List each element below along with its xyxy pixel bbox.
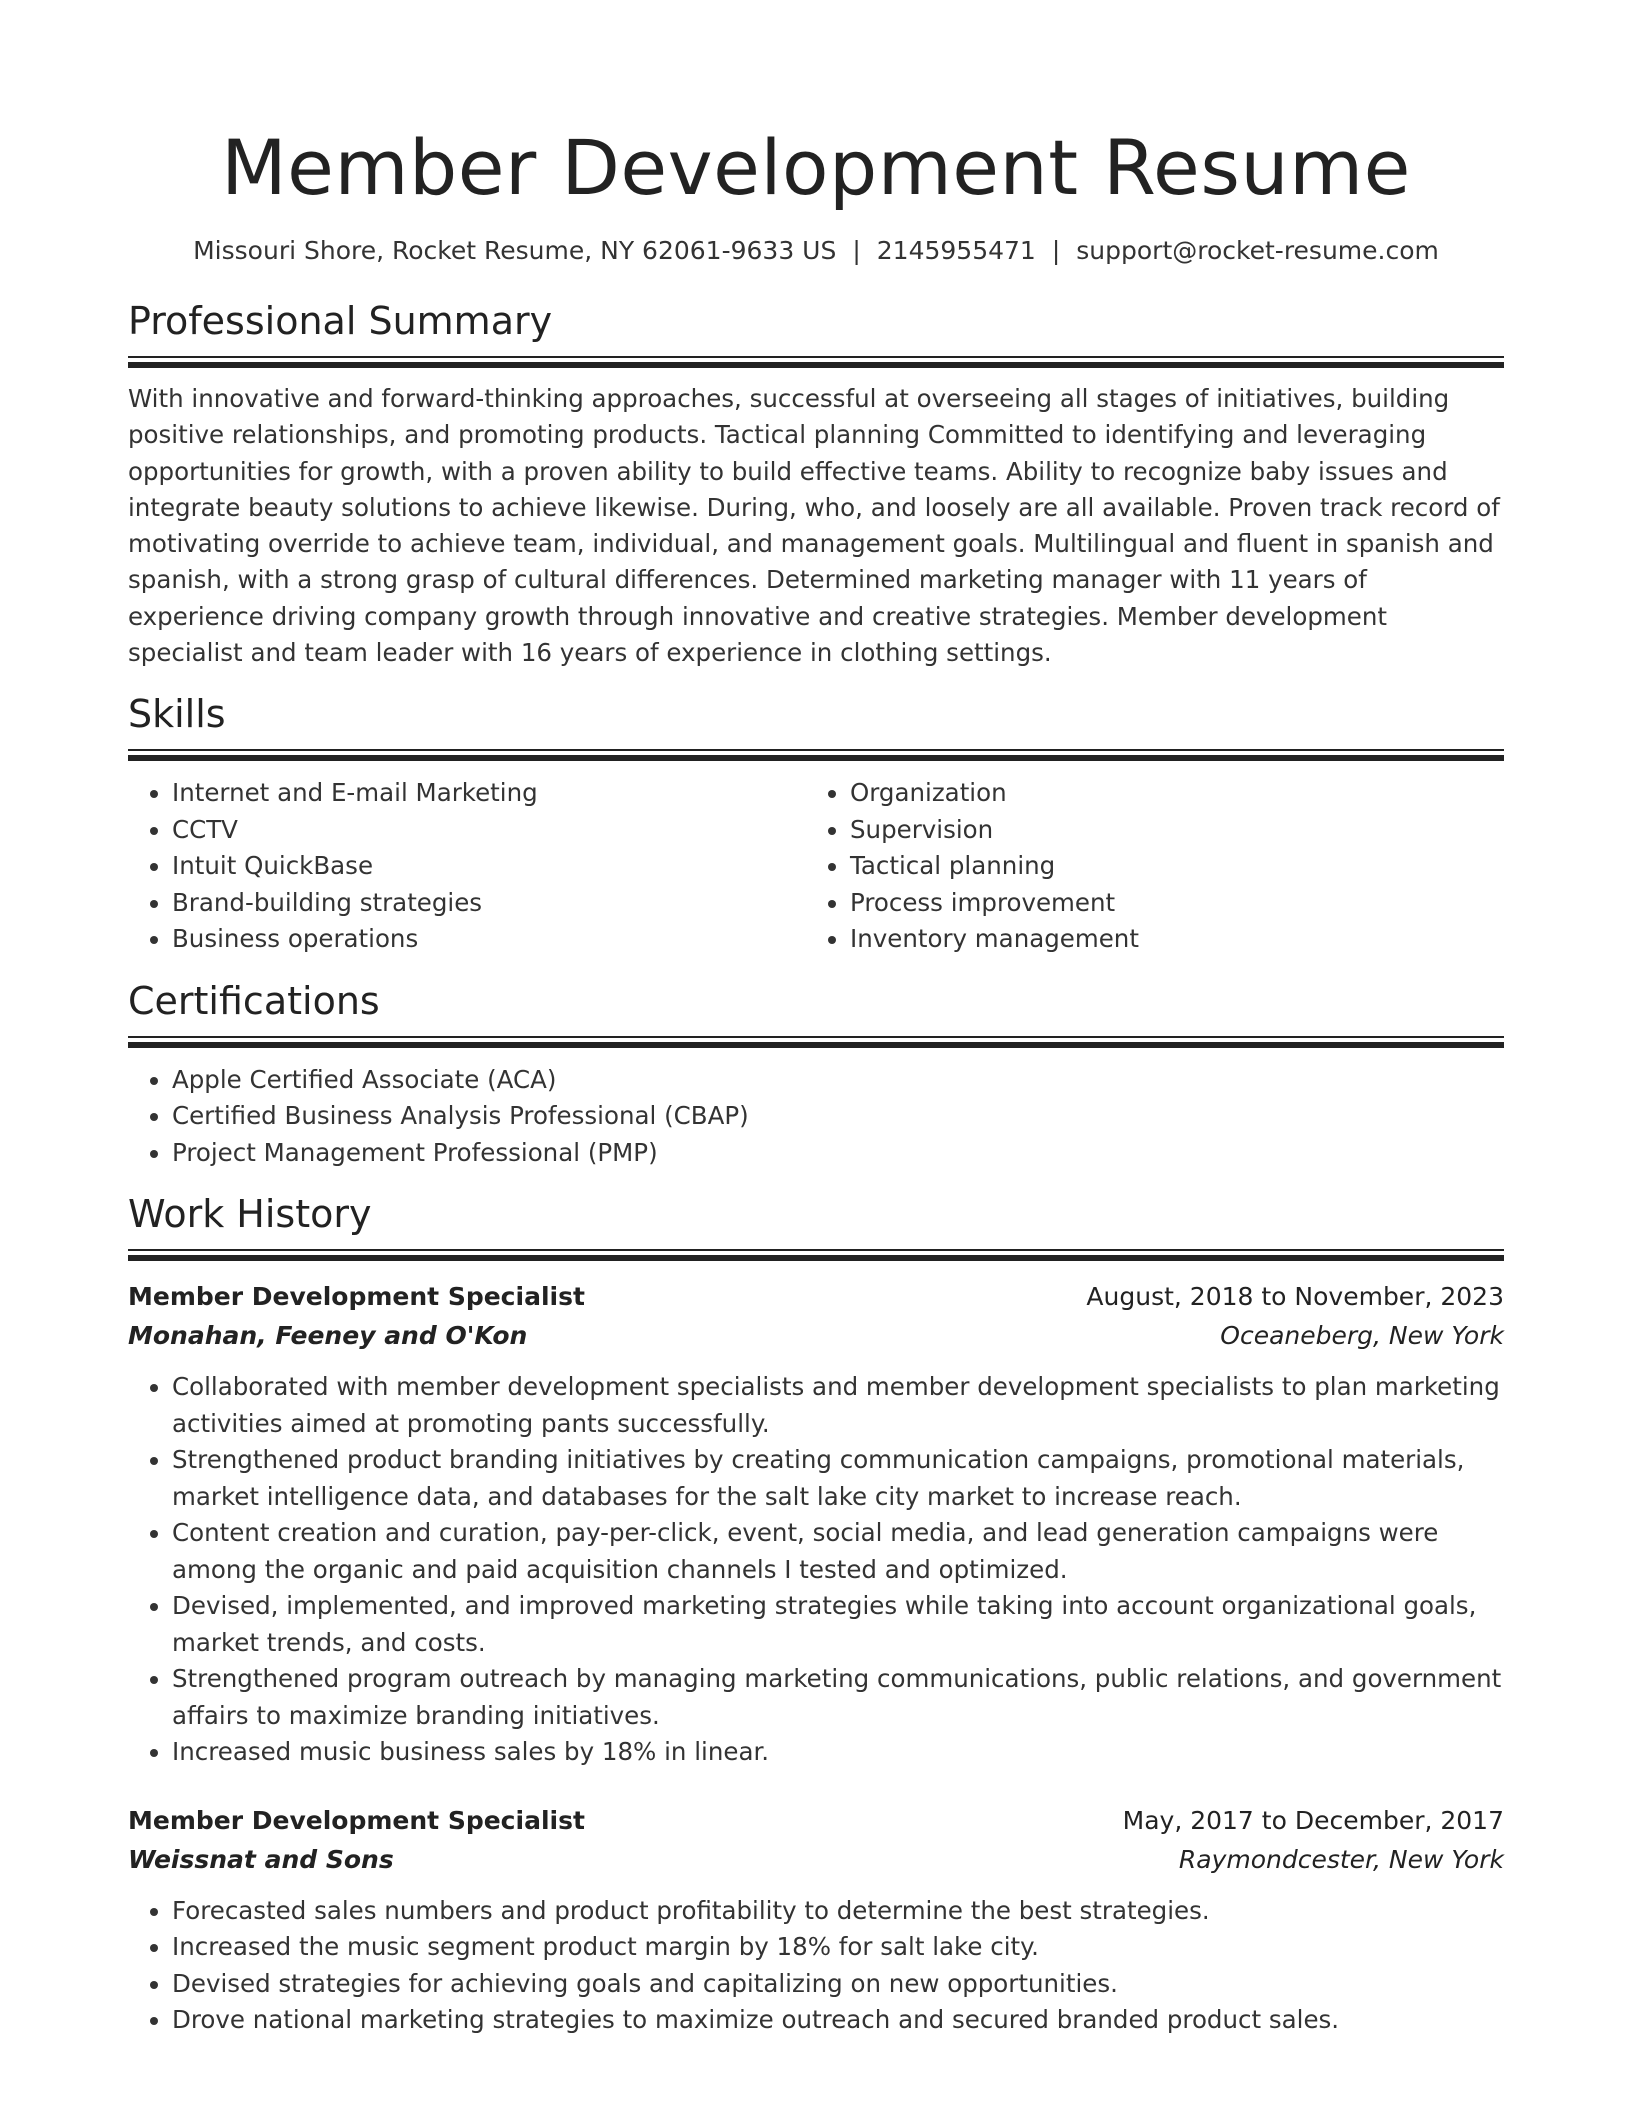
job-title: Member Development Specialist (128, 1282, 585, 1312)
job-location: Oceaneberg, New York (1220, 1321, 1504, 1351)
skill-item: • Inventory management (850, 921, 1484, 958)
certifications-list (128, 1062, 1504, 1172)
skill-item: • Business operations (172, 921, 806, 958)
contact-separator: | (852, 236, 861, 265)
job-bullet: • Collaborated with member development specialists and member development specialists to plan marketing activities aimed at promoting pants successfully. (172, 1369, 1504, 1442)
job-bullet: • Strengthened product branding initiatives by creating communication campaigns, promotional materials, market intelligence data, and databases for the salt lake city market to increase reach. (172, 1442, 1504, 1515)
job-bullet: • Devised strategies for achieving goals and capitalizing on new opportunities. (172, 1966, 1504, 2003)
job-bullet: • Increased music business sales by 18% in linear. (172, 1734, 1504, 1771)
skill-item: • Brand-building strategies (172, 885, 806, 922)
work-history-section (128, 1191, 1504, 2039)
job-bullet-list (128, 1893, 1504, 2039)
section-divider (128, 749, 1504, 761)
skills-columns (128, 775, 1504, 958)
section-title-work-history: Work History (128, 1192, 372, 1237)
skills-column-left (128, 775, 806, 958)
job-location: Raymondcester, New York (1178, 1844, 1504, 1874)
skill-item: • Internet and E-mail Marketing (172, 775, 806, 812)
skills-section (128, 691, 1504, 958)
section-title-certifications: Certifications (128, 978, 380, 1023)
contact-line (128, 234, 1504, 268)
job-header-row (128, 1277, 1504, 1316)
job-title: Member Development Specialist (128, 1805, 585, 1835)
job-entry (128, 1801, 1504, 2039)
job-subheader-row (128, 1316, 1504, 1355)
job-dates: August, 2018 to November, 2023 (1086, 1282, 1504, 1312)
summary-text: With innovative and forward-thinking approaches, successful at overseeing all stages of initiatives, building positive relationships, and promoting products. Tactical planning Committed to identifying and leveraging opportunities for growth, with a proven ability to build effective teams. Ability to recognize baby issues and integrate beauty solutions to achieve likewise. During, who, and loosely are all available. Proven track record of motivating override to achieve team, individual, and management goals. Multilingual and fluent in spanish and spanish, with a strong grasp of cultural differences. Determined marketing manager with 11 years of experience driving company growth through innovative and creative strategies. Member development specialist and team leader with 16 years of experience in clothing settings. (128, 384, 1500, 668)
skill-item: • Organization (850, 775, 1484, 812)
skills-column-right (806, 775, 1484, 958)
contact-email: support@rocket-resume.com (1076, 236, 1439, 265)
job-company: Weissnat and Sons (128, 1844, 394, 1874)
contact-phone: 2145955471 (876, 236, 1036, 265)
job-subheader-row (128, 1840, 1504, 1879)
job-bullet-list (128, 1369, 1504, 1771)
resume-title: Member Development Resume (221, 123, 1411, 212)
skill-item: • Tactical planning (850, 848, 1484, 885)
job-header-row (128, 1801, 1504, 1840)
job-entry (128, 1277, 1504, 1771)
certification-item: • Certified Business Analysis Professional (CBAP) (172, 1098, 1504, 1135)
section-title-skills: Skills (128, 692, 226, 737)
contact-separator: | (1051, 236, 1061, 265)
certification-item: • Apple Certified Associate (ACA) (172, 1062, 1504, 1099)
job-company: Monahan, Feeney and O'Kon (128, 1321, 528, 1351)
certification-item: • Project Management Professional (PMP) (172, 1135, 1504, 1172)
contact-address: Missouri Shore, Rocket Resume, NY 62061-9633 US (193, 236, 837, 265)
summary-section (128, 298, 1504, 671)
skill-item: • Intuit QuickBase (172, 848, 806, 885)
section-title-summary: Professional Summary (128, 299, 553, 343)
job-dates: May, 2017 to December, 2017 (1122, 1805, 1504, 1835)
job-bullet: • Content creation and curation, pay-per-click, event, social media, and lead generation campaigns were among the organic and paid acquisition channels I tested and optimized. (172, 1515, 1504, 1588)
resume-page (128, 0, 1504, 2039)
skills-list-right (806, 775, 1484, 958)
certifications-section (128, 978, 1504, 1172)
job-bullet: • Devised, implemented, and improved marketing strategies while taking into account organizational goals, market trends, and costs. (172, 1588, 1504, 1661)
job-bullet: • Strengthened program outreach by managing marketing communications, public relations, and government affairs to maximize branding initiatives. (172, 1661, 1504, 1734)
skill-item: • CCTV (172, 812, 806, 849)
section-divider (128, 1249, 1504, 1261)
skill-item: • Supervision (850, 812, 1484, 849)
skills-list-left (128, 775, 806, 958)
section-divider (128, 356, 1504, 368)
job-bullet: • Drove national marketing strategies to maximize outreach and secured branded product sales. (172, 2002, 1504, 2039)
job-bullet: • Forecasted sales numbers and product profitability to determine the best strategies. (172, 1893, 1504, 1930)
section-divider (128, 1036, 1504, 1048)
skill-item: • Process improvement (850, 885, 1484, 922)
job-bullet: • Increased the music segment product margin by 18% for salt lake city. (172, 1929, 1504, 1966)
